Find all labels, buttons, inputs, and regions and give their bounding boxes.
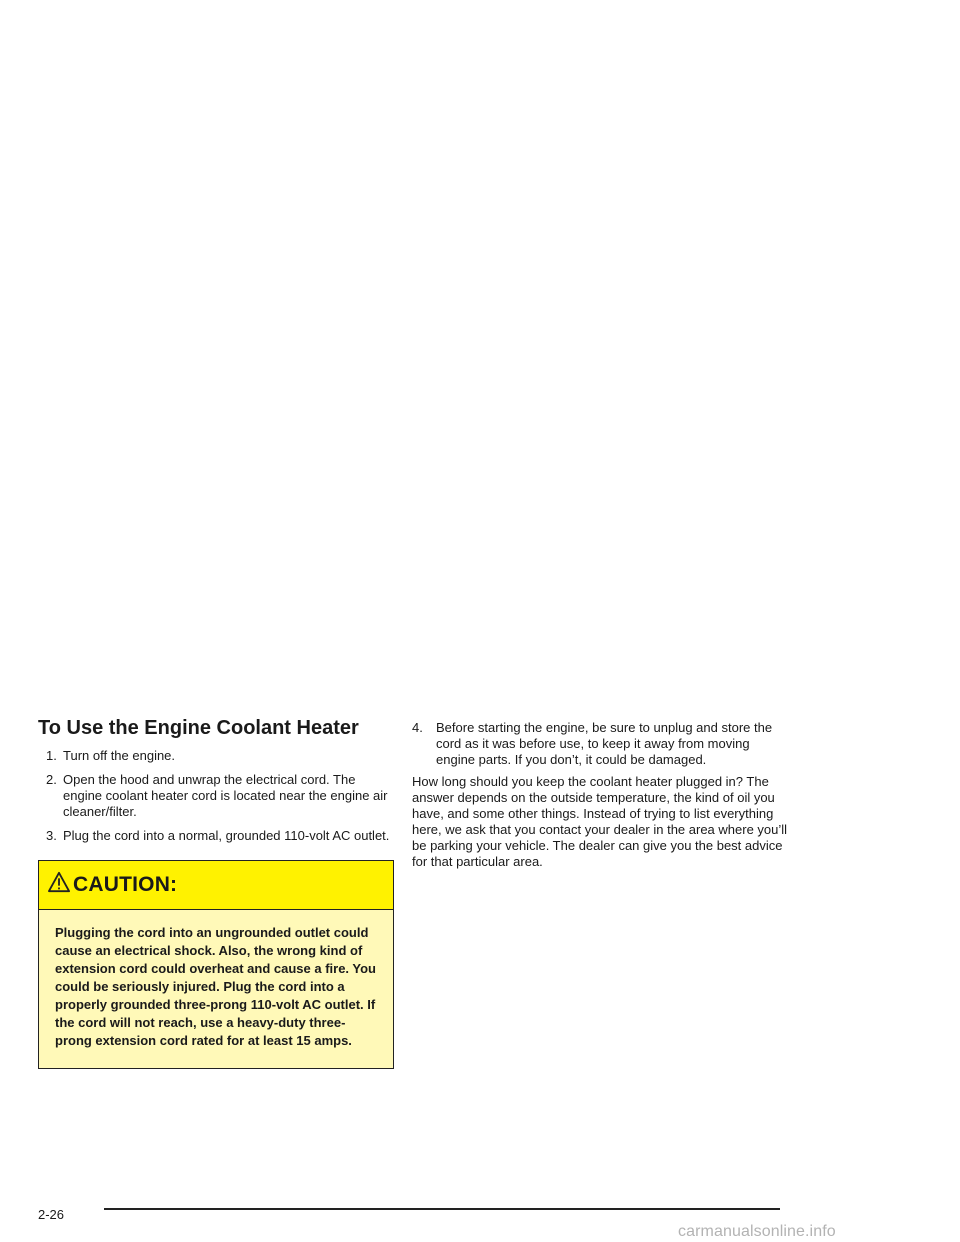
caution-box — [38, 860, 394, 1069]
right-column — [412, 720, 792, 870]
list-item — [412, 720, 792, 768]
caution-header — [39, 861, 393, 910]
list-item — [38, 828, 396, 844]
steps-list-right — [412, 720, 792, 768]
step-text: Open the hood and unwrap the electrical cord. The engine coolant heater cord is located near the engine air cleaner/filter. — [63, 772, 388, 819]
step-number: 1. — [46, 748, 57, 763]
step-text: Plug the cord into a normal, grounded 110-volt AC outlet. — [63, 828, 390, 843]
step-number: 2. — [46, 772, 57, 787]
steps-list-left — [38, 748, 396, 844]
step-number: 3. — [46, 828, 57, 843]
step-text: Turn off the engine. — [63, 748, 176, 763]
caution-body: Plugging the cord into an ungrounded outlet could cause an electrical shock. Also, the wrong kind of extension cord could overheat and cause a fire. You could be seriously injured. Plug the cord into a properly grounded three-prong 110-volt AC outlet. If the cord will not reach, use a heavy-duty three-prong extension cord rated for at least 15 amps. — [39, 910, 393, 1068]
step-text: Before starting the engine, be sure to unplug and store the cord as it was before use, to keep it away from moving engine parts. If you don’t, it could be damaged. — [436, 720, 773, 767]
section-heading: To Use the Engine Coolant Heater — [38, 717, 359, 739]
left-column — [38, 716, 396, 1069]
body-paragraph: How long should you keep the coolant heater plugged in? The answer depends on the outside temperature, the kind of oil you have, and some other things. Instead of trying to list everything here, we ask that you contact your dealer in the area where you’ll be parking your vehicle. The dealer can give you the best advice for that particular area. — [412, 774, 788, 869]
page-number: 2-26 — [38, 1207, 65, 1222]
step-number: 4. — [412, 720, 423, 735]
footer-rule — [104, 1208, 780, 1210]
list-item — [38, 772, 396, 820]
caution-triangle-icon — [48, 871, 70, 893]
list-item — [38, 748, 396, 764]
caution-title: CAUTION: — [73, 873, 178, 896]
watermark: carmanualsonline.info — [678, 1223, 836, 1240]
